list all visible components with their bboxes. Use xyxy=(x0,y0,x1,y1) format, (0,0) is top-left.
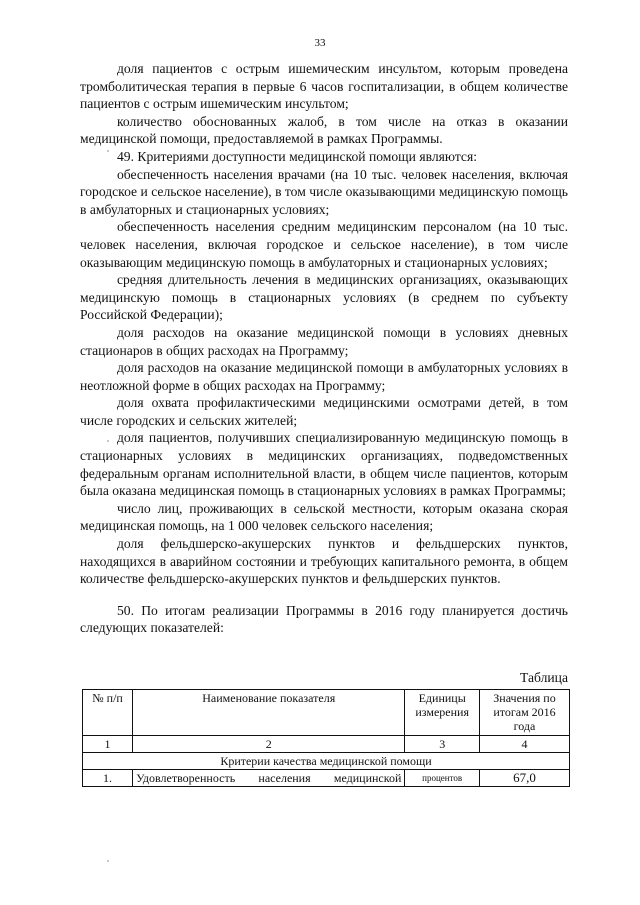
paragraph: 49. Критериями доступности медицинской помощи являются: xyxy=(117,148,477,164)
row-value: 67,0 xyxy=(479,770,569,787)
section-title: Критерии качества медицинской помощи xyxy=(83,753,570,770)
column-number: 4 xyxy=(479,736,569,753)
header-unit: Единицы измерения xyxy=(405,690,480,736)
row-num: 1. xyxy=(83,770,133,787)
body-text xyxy=(80,60,568,637)
column-number: 2 xyxy=(133,736,405,753)
paragraph: количество обоснованных жалоб, в том числе на отказ в оказании медицинской помощи, предоставляемой в рамках Программы. xyxy=(80,113,568,147)
scan-speck xyxy=(107,860,109,862)
page-number: 33 xyxy=(314,37,326,49)
paragraph: обеспеченность населения средним медицинским персоналом (на 10 тыс. человек населения, включая городское и сельское население), в том числе оказывающим медицинскую помощь в амбулаторных и стационарных условиях; xyxy=(80,219,568,270)
paragraph: доля пациентов, получивших специализированную медицинскую помощь в стационарных условиях в медицинских организациях, подведомственных федеральным органам исполнительной власти, в общем числе пациентов, которым была оказана медицинская помощь в стационарных условиях в рамках Программы; xyxy=(80,430,568,499)
column-number: 3 xyxy=(405,736,480,753)
paragraph: средняя длительность лечения в медицинских организациях, оказывающих медицинскую помощь в стационарных условиях (в среднем по субъекту Российской Федерации); xyxy=(80,272,568,323)
scan-speck xyxy=(107,150,109,152)
paragraph: доля пациентов с острым ишемическим инсультом, которым проведена тромболитическая терапия в первые 6 часов госпитализации, в общем количестве пациентов с острым ишемическим инсультом; xyxy=(80,61,568,112)
column-numbers-row xyxy=(83,736,570,753)
paragraph: доля фельдшерско-акушерских пунктов и фельдшерских пунктов, находящихся в аварийном состоянии и требующих капитального ремонта, в общем количестве фельдшерско-акушерских пунктов и фельдшерских пунктов. xyxy=(80,536,568,587)
row-unit: процентов xyxy=(405,770,480,787)
header-value: Значения по итогам 2016 года xyxy=(479,690,569,736)
table-caption: Таблица xyxy=(520,670,568,685)
table-row xyxy=(83,770,570,787)
indicators-table xyxy=(82,689,570,787)
column-number: 1 xyxy=(83,736,133,753)
row-name: Удовлетворенность населения медицинской xyxy=(133,770,405,787)
paragraph: число лиц, проживающих в сельской местности, которым оказана скорая медицинская помощь, на 1 000 человек сельского населения; xyxy=(80,500,568,534)
scan-speck xyxy=(107,440,109,442)
paragraph: доля расходов на оказание медицинской помощи в условиях дневных стационаров в общих расходах на Программу; xyxy=(80,324,568,358)
header-num: № п/п xyxy=(83,690,133,736)
paragraph: доля охвата профилактическими медицинскими осмотрами детей, в том числе городских и сельских жителей; xyxy=(80,395,568,428)
header-name: Наименование показателя xyxy=(133,690,405,736)
paragraph: 50. По итогам реализации Программы в 2016 году планируется достичь следующих показателей: xyxy=(80,602,568,636)
paragraph: доля расходов на оказание медицинской помощи в амбулаторных условиях в неотложной форме в общих расходах на Программу; xyxy=(80,360,568,393)
table-header-row xyxy=(83,690,570,736)
paragraph: обеспеченность населения врачами (на 10 тыс. человек населения, включая городское и сельское население), в том числе оказывающими медицинскую помощь в амбулаторных и стационарных условиях; xyxy=(80,166,568,217)
section-row xyxy=(83,753,570,770)
